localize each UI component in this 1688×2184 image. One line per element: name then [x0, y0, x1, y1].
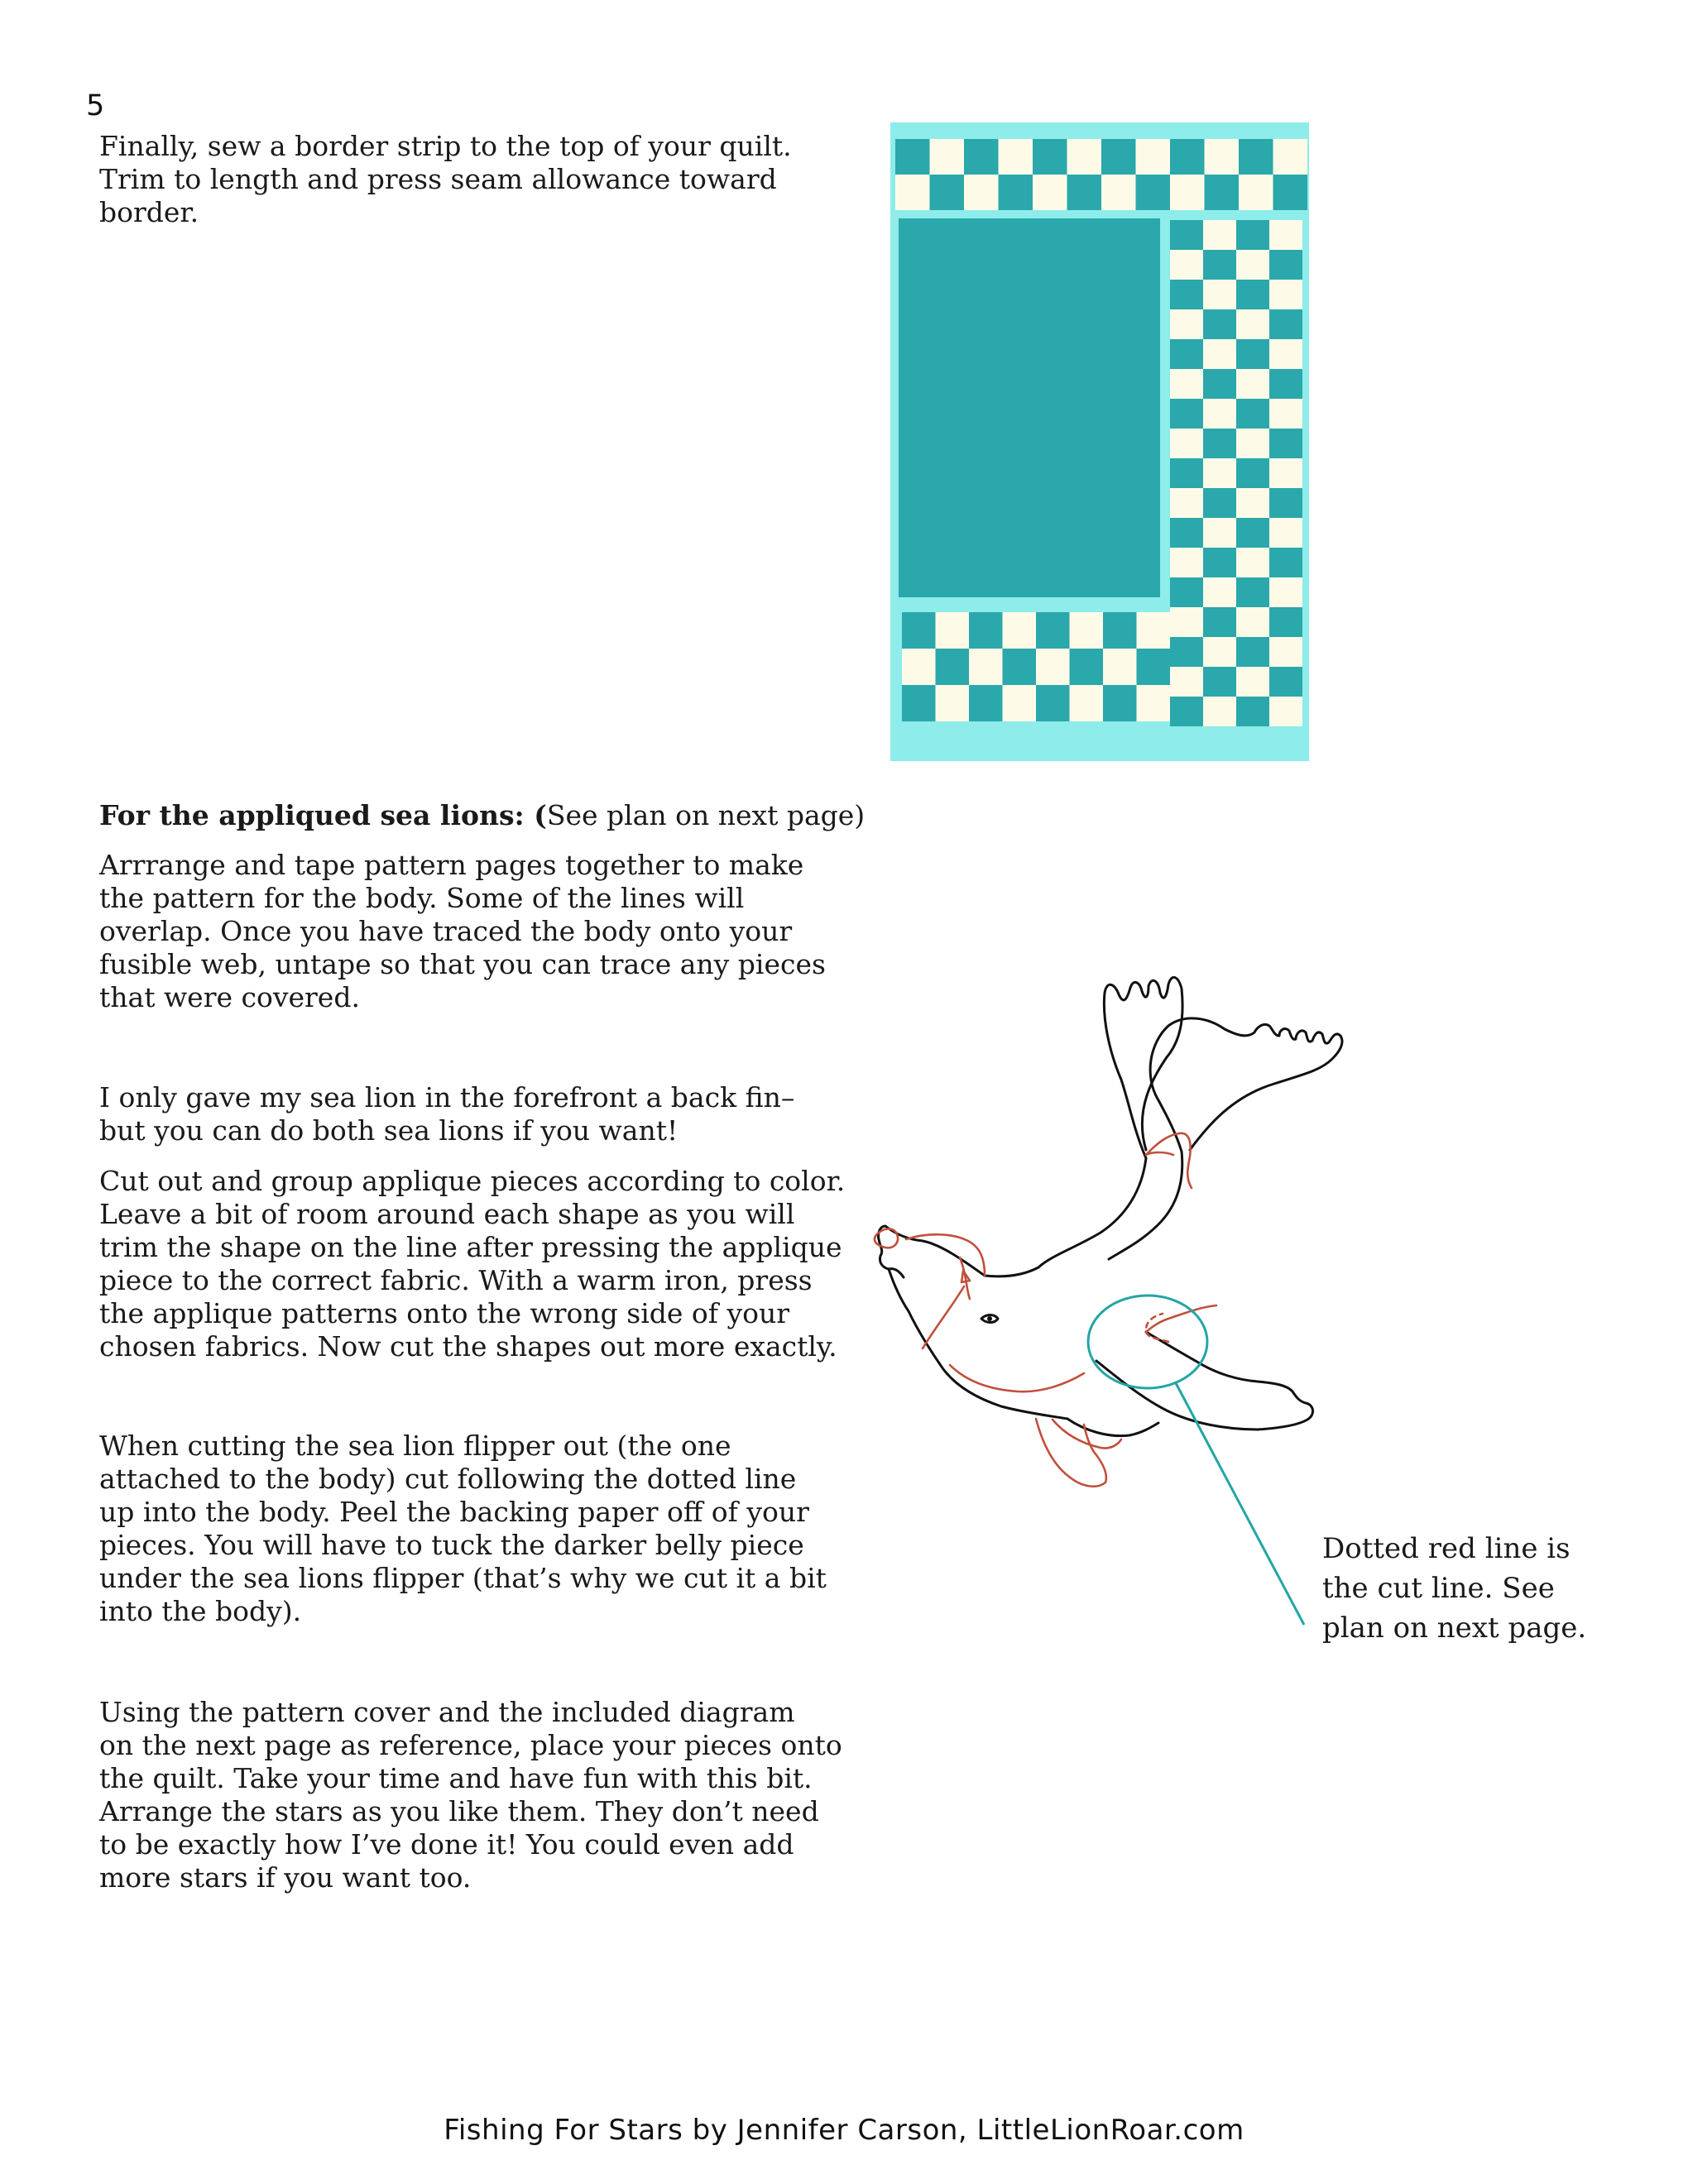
- front-flipper: [1096, 1332, 1313, 1430]
- quilt-right-checker: [1170, 309, 1203, 339]
- quilt-right-checker: [1203, 548, 1236, 577]
- quilt-right-checker: [1170, 518, 1203, 548]
- quilt-top-checker: [895, 175, 930, 210]
- section-heading-bold: For the appliqued sea lions: (: [99, 799, 547, 831]
- text-line: attached to the body) cut following the dotted line: [99, 1463, 797, 1495]
- paragraph-flipper: [99, 1430, 827, 1628]
- quilt-right-checker: [1203, 429, 1236, 458]
- quilt-right-checker: [1203, 399, 1236, 429]
- quilt-center-panel: [899, 218, 1160, 597]
- text-line: into the body).: [99, 1595, 302, 1627]
- quilt-top-checker: [1136, 139, 1171, 175]
- text-line: pieces. You will have to tuck the darker belly piece: [99, 1529, 804, 1561]
- quilt-right-checker: [1269, 220, 1302, 250]
- quilt-right-checker: [1203, 458, 1236, 488]
- quilt-top-checker: [964, 139, 999, 175]
- quilt-right-checker: [1236, 250, 1269, 280]
- text-line: overlap. Once you have traced the body onto your: [99, 915, 793, 947]
- quilt-right-checker: [1203, 220, 1236, 250]
- text-line: Arrange the stars as you like them. They don’t need: [99, 1795, 819, 1827]
- quilt-top-checker: [1067, 139, 1102, 175]
- quilt-right-checker: [1170, 667, 1203, 697]
- quilt-right-checker: [1236, 458, 1269, 488]
- quilt-right-checker: [1170, 548, 1203, 577]
- quilt-bottom-checker: [1003, 685, 1037, 721]
- quilt-right-checker: [1236, 697, 1269, 726]
- quilt-right-checker: [1203, 369, 1236, 399]
- quilt-top-checker: [1033, 175, 1067, 210]
- quilt-right-checker: [1170, 339, 1203, 369]
- text-line: trim the shape on the line after pressing the applique: [99, 1231, 842, 1263]
- quilt-right-checker: [1269, 488, 1302, 518]
- quilt-right-checker: [1236, 518, 1269, 548]
- text-line: Using the pattern cover and the included diagram: [99, 1696, 795, 1728]
- quilt-top-checker: [1273, 175, 1308, 210]
- quilt-right-checker: [1170, 458, 1203, 488]
- quilt-right-checker: [1170, 607, 1203, 637]
- quilt-right-checker: [1236, 309, 1269, 339]
- quilt-right-checker: [1236, 429, 1269, 458]
- text-line: under the sea lions flipper (that’s why we cut it a bit: [99, 1562, 827, 1594]
- quilt-top-checker: [930, 139, 965, 175]
- quilt-right-checker: [1236, 548, 1269, 577]
- quilt-bottom-checker: [969, 612, 1003, 649]
- rear-flipper-right: [1150, 1018, 1342, 1152]
- quilt-right-checker: [1236, 577, 1269, 607]
- paragraph-placement: [99, 1696, 842, 1894]
- text-line: piece to the correct fabric. With a warm iron, press: [99, 1264, 813, 1296]
- quilt-right-checker: [1236, 220, 1269, 250]
- quilt-right-checker: [1203, 250, 1236, 280]
- quilt-right-checker: [1203, 488, 1236, 518]
- page-number: 5: [86, 89, 105, 122]
- quilt-right-checker: [1269, 339, 1302, 369]
- body-back-outline: [985, 1158, 1146, 1276]
- quilt-right-checker: [1236, 399, 1269, 429]
- quilt-top-checker: [1239, 175, 1273, 210]
- quilt-right-checker: [1170, 697, 1203, 726]
- quilt-right-checker: [1236, 488, 1269, 518]
- quilt-bottom-checker: [1003, 612, 1037, 649]
- illustration-caption: [1322, 1529, 1586, 1648]
- quilt-right-checker: [1269, 607, 1302, 637]
- quilt-top-checker: [1239, 139, 1273, 175]
- text-line: Finally, sew a border strip to the top of your quilt.: [99, 130, 792, 162]
- callout-pointer: [1175, 1382, 1304, 1625]
- quilt-top-checker: [1273, 139, 1308, 175]
- caption-line: the cut line. See: [1322, 1572, 1555, 1605]
- quilt-right-checker: [1203, 577, 1236, 607]
- text-line: Cut out and group applique pieces according to color.: [99, 1165, 846, 1197]
- quilt-right-checker: [1269, 399, 1302, 429]
- quilt-right-checker: [1269, 518, 1302, 548]
- quilt-top-checker: [930, 175, 965, 210]
- quilt-bottom-checker: [1137, 612, 1171, 649]
- paragraph-arrange: [99, 849, 826, 1014]
- quilt-top-checker: [1136, 175, 1171, 210]
- text-line: the applique patterns onto the wrong side of your: [99, 1297, 790, 1329]
- rear-flipper-left: [1104, 977, 1182, 1158]
- front-fin-piece: [1036, 1419, 1106, 1487]
- text-line: the quilt. Take your time and have fun with this bit.: [99, 1762, 813, 1794]
- quilt-right-checker: [1269, 667, 1302, 697]
- section-heading-note: See plan on next page): [546, 799, 866, 831]
- quilt-top-checker: [1205, 139, 1240, 175]
- quilt-right-checker: [1170, 250, 1203, 280]
- quilt-right-checker: [1170, 637, 1203, 667]
- caption-line: plan on next page.: [1322, 1612, 1587, 1645]
- quilt-right-checker: [1269, 458, 1302, 488]
- text-line: fusible web, untape so that you can trace any pieces: [99, 948, 826, 980]
- quilt-bottom-checker: [1036, 649, 1070, 685]
- back-fin-piece: [1146, 1133, 1192, 1188]
- quilt-right-checker: [1269, 548, 1302, 577]
- quilt-right-checker: [1203, 637, 1236, 667]
- belly-piece: [950, 1365, 1084, 1391]
- text-line: Leave a bit of room around each shape as you will: [99, 1198, 795, 1230]
- quilt-top-checker: [1101, 175, 1136, 210]
- quilt-bottom-checker: [1137, 649, 1171, 685]
- text-line: When cutting the sea lion flipper out (the one: [99, 1430, 731, 1462]
- quilt-top-checker: [1067, 175, 1102, 210]
- back-fin-piece-2: [1146, 1152, 1173, 1155]
- quilt-right-checker: [1170, 429, 1203, 458]
- quilt-bottom-checker: [1103, 612, 1137, 649]
- quilt-right-checker: [1269, 250, 1302, 280]
- text-line: but you can do both sea lions if you want!: [99, 1114, 679, 1147]
- quilt-right-checker: [1170, 220, 1203, 250]
- quilt-diagram: [890, 122, 1309, 761]
- text-line: that were covered.: [99, 981, 360, 1013]
- quilt-bottom-checker: [902, 685, 936, 721]
- quilt-top-checker: [999, 139, 1033, 175]
- quilt-right-checker: [1236, 607, 1269, 637]
- quilt-right-checker: [1203, 309, 1236, 339]
- quilt-top-checker: [1170, 175, 1205, 210]
- caption-line: Dotted red line is: [1322, 1532, 1571, 1565]
- text-line: chosen fabrics. Now cut the shapes out more exactly.: [99, 1330, 837, 1363]
- quilt-bottom-checker: [969, 649, 1003, 685]
- quilt-right-checker: [1203, 339, 1236, 369]
- text-line: border.: [99, 196, 199, 228]
- quilt-top-checker: [999, 175, 1033, 210]
- quilt-bottom-checker: [1070, 649, 1104, 685]
- quilt-right-checker: [1236, 280, 1269, 309]
- quilt-right-checker: [1170, 369, 1203, 399]
- quilt-top-checker: [964, 175, 999, 210]
- quilt-bottom-checker: [1103, 685, 1137, 721]
- quilt-right-checker: [1236, 667, 1269, 697]
- text-line: Trim to length and press seam allowance toward: [99, 163, 777, 195]
- quilt-right-checker: [1269, 637, 1302, 667]
- quilt-right-checker: [1236, 339, 1269, 369]
- quilt-right-checker: [1269, 577, 1302, 607]
- quilt-right-checker: [1170, 280, 1203, 309]
- quilt-right-checker: [1170, 399, 1203, 429]
- section-heading: [99, 799, 865, 832]
- quilt-bottom-checker: [1070, 685, 1104, 721]
- quilt-right-checker: [1269, 309, 1302, 339]
- text-line: on the next page as reference, place your pieces onto: [99, 1729, 842, 1761]
- quilt-bottom-checker: [1036, 612, 1070, 649]
- paragraph-cut-out: [99, 1165, 845, 1363]
- quilt-right-checker: [1269, 369, 1302, 399]
- quilt-right-checker: [1203, 280, 1236, 309]
- quilt-right-checker: [1236, 369, 1269, 399]
- quilt-right-checker: [1203, 607, 1236, 637]
- quilt-top-checker: [1033, 139, 1067, 175]
- text-line: the pattern for the body. Some of the lines will: [99, 882, 745, 914]
- quilt-bottom-checker: [936, 612, 970, 649]
- text-line: more stars if you want too.: [99, 1861, 472, 1894]
- quilt-right-checker: [1269, 280, 1302, 309]
- quilt-bottom-checker: [936, 649, 970, 685]
- quilt-right-checker: [1203, 667, 1236, 697]
- quilt-top-checker: [895, 139, 930, 175]
- body-belly-outline: [1067, 1419, 1158, 1436]
- quilt-right-checker: [1269, 697, 1302, 726]
- quilt-bottom-checker: [1070, 612, 1104, 649]
- quilt-bottom-checker: [902, 612, 936, 649]
- text-line: to be exactly how I’ve done it! You could even add: [99, 1828, 794, 1861]
- callout-circle: [1088, 1296, 1207, 1388]
- quilt-right-checker: [1170, 577, 1203, 607]
- quilt-bottom-checker: [1137, 685, 1171, 721]
- text-line: I only gave my sea lion in the forefront a back fin–: [99, 1081, 795, 1114]
- quilt-bottom-checker: [969, 685, 1003, 721]
- quilt-top-checker: [1170, 139, 1205, 175]
- text-line: Arrrange and tape pattern pages together to make: [99, 849, 804, 881]
- quilt-right-checker: [1236, 637, 1269, 667]
- quilt-right-checker: [1170, 488, 1203, 518]
- text-line: up into the body. Peel the backing paper off of your: [99, 1496, 809, 1528]
- paragraph-back-fin: [99, 1081, 794, 1147]
- intro-paragraph: [99, 130, 792, 229]
- quilt-bottom-checker: [1036, 685, 1070, 721]
- quilt-top-checker: [1205, 175, 1240, 210]
- quilt-right-checker: [1203, 697, 1236, 726]
- quilt-right-checker: [1269, 429, 1302, 458]
- quilt-bottom-checker: [1003, 649, 1037, 685]
- quilt-bottom-checker: [902, 649, 936, 685]
- quilt-top-checker: [1101, 139, 1136, 175]
- quilt-bottom-checker: [936, 685, 970, 721]
- page-footer: Fishing For Stars by Jennifer Carson, LittleLionRoar.com: [444, 2114, 1244, 2147]
- quilt-right-checker: [1203, 518, 1236, 548]
- quilt-bottom-checker: [1103, 649, 1137, 685]
